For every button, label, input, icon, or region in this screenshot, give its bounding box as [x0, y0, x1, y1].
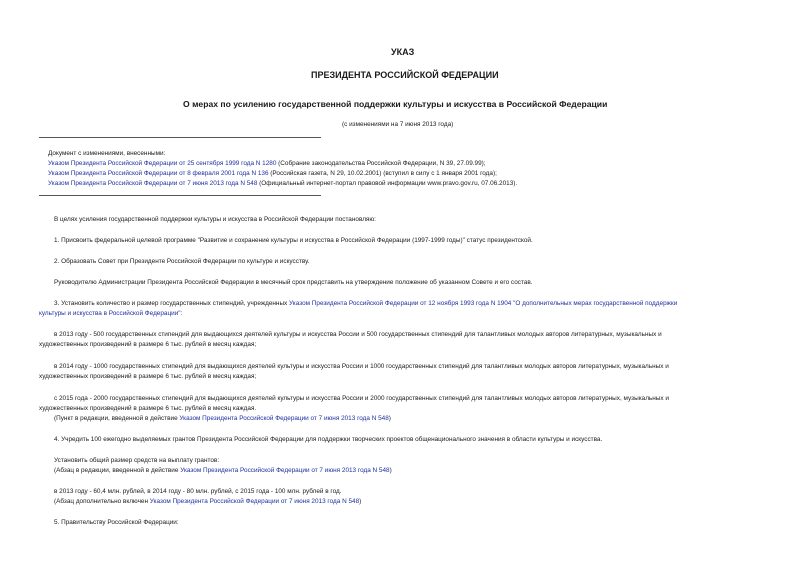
decree-link[interactable]: Указом Президента Российской Федерации от 7 июня 2013 года N 548	[179, 415, 389, 422]
doc-edition: (с изменениями на 7 июня 2013 года)	[342, 121, 454, 128]
scholarship-2013-cont: художественных произведений в размере 6 тыс. рублей в месяц каждая;	[39, 341, 257, 348]
scholarship-2015-cont: художественных произведений в размере 6 тыс. рублей в месяц каждая.	[39, 405, 257, 412]
divider-top	[39, 137, 321, 138]
changes-item: Указом Президента Российской Федерации от 8 февраля 2001 года N 136 (Российская газета, N 29, 10.02.2001) (вступил в силу с 1 января 2001 года);	[48, 170, 497, 177]
paragraph-5: 5. Правительству Российской Федерации:	[54, 519, 179, 526]
decree-link[interactable]: культуры и искусства в Российской Федерации"	[39, 310, 181, 317]
paragraph-4b-note: (Абзац в редакции, введенной в действие Указом Президента Российской Федерации от 7 июня 2013 года N 548)	[54, 467, 392, 474]
scholarship-2015: с 2015 года - 2000 государственных стипендий для выдающихся деятелей культуры и искусства России и 2000 государственных стипендий для талантливых молодых авторов литературных, музыкальных и	[54, 395, 669, 402]
paragraph-3: 3. Установить количество и размер государственных стипендий, учрежденных Указом Президента Российской Федерации от 12 ноября 1993 года N 1904 "О дополнительных мерах государственной поддержки	[54, 300, 678, 307]
decree-link[interactable]: Указом Президента Российской Федерации от 7 июня 2013 года N 548	[180, 467, 390, 474]
paragraph-1: 1. Присвоить федеральной целевой программе "Развитие и сохранение культуры и искусства в Российской Федерации (1997-1999 годы)" статус президентской.	[54, 237, 533, 244]
paragraph-3-note: (Пункт в редакции, введенной в действие Указом Президента Российской Федерации от 7 июня 2013 года N 548)	[54, 415, 391, 422]
decree-link[interactable]: Указом Президента Российской Федерации от 25 сентября 1999 года N 1280	[48, 160, 277, 167]
intro-paragraph: В целях усиления государственной поддержки культуры и искусства в Российской Федерации постановляю:	[54, 216, 376, 223]
scholarship-2014: в 2014 году - 1000 государственных стипендий для выдающихся деятелей культуры и искусства России и 1000 государственных стипендий для талантливых молодых авторов литературных, музыкальных и	[54, 363, 669, 370]
doc-subtitle: О мерах по усилению государственной поддержки культуры и искусства в Российской Федерации	[183, 99, 608, 109]
doc-issuer: ПРЕЗИДЕНТА РОССИЙСКОЙ ФЕДЕРАЦИИ	[311, 70, 499, 80]
paragraph-4c: в 2013 году - 60,4 млн. рублей, в 2014 году - 80 млн. рублей, с 2015 года - 100 млн. рублей в год.	[54, 488, 342, 495]
paragraph-3-cont: культуры и искусства в Российской Федерации":	[39, 310, 183, 317]
paragraph-4: 4. Учредить 100 ежегодно выделяемых грантов Президента Российской Федерации для поддержки творческих проектов общенационального значения в области культуры и искусства.	[54, 436, 603, 443]
divider-bottom	[39, 195, 321, 196]
scholarship-2013: в 2013 году - 500 государственных стипендий для выдающихся деятелей культуры и искусства России и 500 государственных стипендий для талантливых молодых авторов литературных, музыкальных и	[54, 331, 662, 338]
doc-title: УКАЗ	[391, 47, 415, 57]
decree-link[interactable]: Указом Президента Российской Федерации от 12 ноября 1993 года N 1904 "О дополнительных мерах государственной поддержки	[289, 300, 678, 307]
decree-link[interactable]: Указом Президента Российской Федерации от 8 февраля 2001 года N 136	[48, 170, 269, 177]
scholarship-2014-cont: художественных произведений в размере 6 тыс. рублей в месяц каждая;	[39, 373, 257, 380]
changes-header: Документ с изменениями, внесенными:	[48, 150, 166, 157]
paragraph-4b: Установить общий размер средств на выплату грантов:	[54, 457, 220, 464]
paragraph-2b: Руководителю Администрации Президента Российской Федерации в месячный срок представить на утверждение положение об указанном Совете и его состав.	[54, 279, 533, 286]
changes-item: Указом Президента Российской Федерации от 7 июня 2013 года N 548 (Официальный интернет-портал правовой информации www.pravo.gov.ru, 07.06.2013).	[48, 180, 518, 187]
changes-item: Указом Президента Российской Федерации от 25 сентября 1999 года N 1280 (Собрание законодательства Российской Федерации, N 39, 27.09.99);	[48, 160, 486, 167]
paragraph-4c-note: (Абзац дополнительно включен Указом Президента Российской Федерации от 7 июня 2013 года N 548)	[54, 498, 362, 505]
decree-link[interactable]: Указом Президента Российской Федерации от 7 июня 2013 года N 548	[48, 180, 258, 187]
decree-link[interactable]: Указом Президента Российской Федерации от 7 июня 2013 года N 548	[149, 498, 360, 505]
paragraph-2: 2. Образовать Совет при Президенте Российской Федерации по культуре и искусству.	[54, 258, 310, 265]
